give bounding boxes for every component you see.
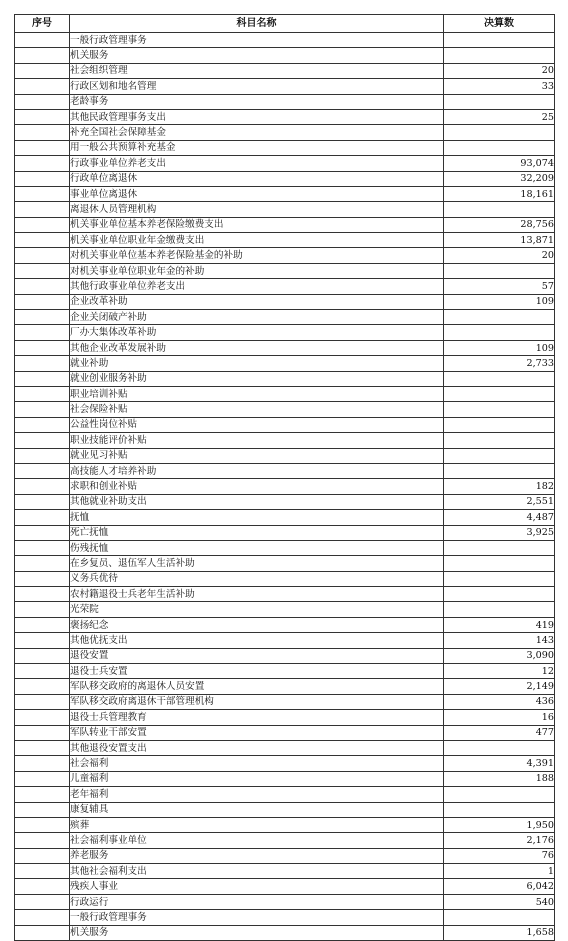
row-seq xyxy=(15,79,70,94)
row-subject-name: 抚恤 xyxy=(70,510,444,525)
table-row xyxy=(15,294,555,309)
row-seq xyxy=(15,633,70,648)
row-seq xyxy=(15,386,70,401)
row-seq xyxy=(15,602,70,617)
row-seq xyxy=(15,864,70,879)
row-subject-name: 军队移交政府的离退休人员安置 xyxy=(70,679,444,694)
row-seq xyxy=(15,217,70,232)
table-row xyxy=(15,664,555,679)
row-seq xyxy=(15,171,70,186)
row-subject-name: 厂办大集体改革补助 xyxy=(70,325,444,340)
row-seq xyxy=(15,664,70,679)
row-subject-name: 职业培训补贴 xyxy=(70,386,444,401)
row-seq xyxy=(15,833,70,848)
row-seq xyxy=(15,725,70,740)
row-amount xyxy=(444,602,555,617)
table-row xyxy=(15,679,555,694)
row-amount: 4,391 xyxy=(444,756,555,771)
table-row xyxy=(15,787,555,802)
row-subject-name: 社会组织管理 xyxy=(70,63,444,78)
row-amount xyxy=(444,202,555,217)
row-amount: 1 xyxy=(444,864,555,879)
row-subject-name: 就业创业服务补助 xyxy=(70,371,444,386)
row-amount: 1,950 xyxy=(444,817,555,832)
row-seq xyxy=(15,710,70,725)
row-amount xyxy=(444,448,555,463)
row-seq xyxy=(15,94,70,109)
row-amount xyxy=(444,463,555,478)
row-seq xyxy=(15,694,70,709)
row-subject-name: 机关事业单位基本养老保险缴费支出 xyxy=(70,217,444,232)
row-subject-name: 军队移交政府离退休干部管理机构 xyxy=(70,694,444,709)
row-subject-name: 伤残抚恤 xyxy=(70,540,444,555)
row-seq xyxy=(15,340,70,355)
table-row xyxy=(15,756,555,771)
row-amount xyxy=(444,556,555,571)
header-subject-name: 科目名称 xyxy=(70,15,444,33)
row-amount xyxy=(444,371,555,386)
table-row xyxy=(15,802,555,817)
row-amount: 4,487 xyxy=(444,510,555,525)
table-row xyxy=(15,217,555,232)
table-row xyxy=(15,386,555,401)
row-subject-name: 其他社会福利支出 xyxy=(70,864,444,879)
row-subject-name: 行政事业单位养老支出 xyxy=(70,156,444,171)
row-subject-name: 公益性岗位补贴 xyxy=(70,417,444,432)
row-subject-name: 一般行政管理事务 xyxy=(70,33,444,48)
table-row xyxy=(15,310,555,325)
table-row xyxy=(15,356,555,371)
row-amount: 13,871 xyxy=(444,233,555,248)
row-seq xyxy=(15,571,70,586)
table-row xyxy=(15,725,555,740)
row-subject-name: 一般行政管理事务 xyxy=(70,910,444,925)
row-amount: 109 xyxy=(444,340,555,355)
row-subject-name: 就业补助 xyxy=(70,356,444,371)
header-seq: 序号 xyxy=(15,15,70,33)
table-row xyxy=(15,463,555,478)
row-seq xyxy=(15,925,70,940)
row-seq xyxy=(15,771,70,786)
table-row xyxy=(15,479,555,494)
row-amount xyxy=(444,94,555,109)
row-amount xyxy=(444,587,555,602)
row-amount: 20 xyxy=(444,248,555,263)
row-subject-name: 就业见习补贴 xyxy=(70,448,444,463)
row-subject-name: 行政运行 xyxy=(70,894,444,909)
row-seq xyxy=(15,433,70,448)
row-subject-name: 高技能人才培养补助 xyxy=(70,463,444,478)
table-row xyxy=(15,617,555,632)
row-amount: 20 xyxy=(444,63,555,78)
row-subject-name: 退役安置 xyxy=(70,648,444,663)
row-subject-name: 机关服务 xyxy=(70,925,444,940)
row-subject-name: 其他行政事业单位养老支出 xyxy=(70,279,444,294)
row-seq xyxy=(15,248,70,263)
row-subject-name: 其他民政管理事务支出 xyxy=(70,109,444,124)
table-row xyxy=(15,125,555,140)
row-amount xyxy=(444,433,555,448)
row-amount: 18,161 xyxy=(444,186,555,201)
row-amount: 28,756 xyxy=(444,217,555,232)
table-row xyxy=(15,448,555,463)
row-amount: 2,551 xyxy=(444,494,555,509)
table-row xyxy=(15,279,555,294)
row-seq xyxy=(15,310,70,325)
row-subject-name: 行政区划和地名管理 xyxy=(70,79,444,94)
table-row xyxy=(15,48,555,63)
row-amount xyxy=(444,33,555,48)
row-amount: 1,658 xyxy=(444,925,555,940)
table-row xyxy=(15,263,555,278)
table-row xyxy=(15,79,555,94)
row-amount: 2,149 xyxy=(444,679,555,694)
row-amount xyxy=(444,540,555,555)
row-seq xyxy=(15,109,70,124)
table-row xyxy=(15,648,555,663)
row-seq xyxy=(15,510,70,525)
row-subject-name: 其他优抚支出 xyxy=(70,633,444,648)
row-seq xyxy=(15,417,70,432)
row-amount xyxy=(444,140,555,155)
row-seq xyxy=(15,802,70,817)
row-amount: 436 xyxy=(444,694,555,709)
row-subject-name: 补充全国社会保障基金 xyxy=(70,125,444,140)
row-amount: 188 xyxy=(444,771,555,786)
row-seq xyxy=(15,679,70,694)
table-row xyxy=(15,433,555,448)
row-subject-name: 康复辅具 xyxy=(70,802,444,817)
budget-table xyxy=(14,14,555,941)
table-row xyxy=(15,740,555,755)
row-seq xyxy=(15,202,70,217)
row-subject-name: 军队转业干部安置 xyxy=(70,725,444,740)
row-subject-name: 退役士兵管理教育 xyxy=(70,710,444,725)
table-row xyxy=(15,771,555,786)
table-row xyxy=(15,540,555,555)
row-amount: 76 xyxy=(444,848,555,863)
table-row xyxy=(15,602,555,617)
row-seq xyxy=(15,740,70,755)
table-row xyxy=(15,894,555,909)
table-row xyxy=(15,494,555,509)
table-row xyxy=(15,571,555,586)
row-seq xyxy=(15,848,70,863)
row-subject-name: 求职和创业补贴 xyxy=(70,479,444,494)
row-amount: 477 xyxy=(444,725,555,740)
row-subject-name: 机关事业单位职业年金缴费支出 xyxy=(70,233,444,248)
row-subject-name: 养老服务 xyxy=(70,848,444,863)
row-seq xyxy=(15,617,70,632)
table-row xyxy=(15,325,555,340)
table-row xyxy=(15,248,555,263)
table-row xyxy=(15,140,555,155)
row-seq xyxy=(15,33,70,48)
table-row xyxy=(15,864,555,879)
row-seq xyxy=(15,294,70,309)
row-seq xyxy=(15,894,70,909)
row-amount xyxy=(444,48,555,63)
table-body xyxy=(15,33,555,941)
row-subject-name: 褒扬纪念 xyxy=(70,617,444,632)
row-amount: 16 xyxy=(444,710,555,725)
row-subject-name: 其他就业补助支出 xyxy=(70,494,444,509)
row-amount: 25 xyxy=(444,109,555,124)
row-subject-name: 农村籍退役士兵老年生活补助 xyxy=(70,587,444,602)
row-seq xyxy=(15,879,70,894)
table-row xyxy=(15,848,555,863)
table-row xyxy=(15,33,555,48)
row-amount xyxy=(444,802,555,817)
table-row xyxy=(15,556,555,571)
row-amount: 182 xyxy=(444,479,555,494)
row-seq xyxy=(15,479,70,494)
row-subject-name: 老龄事务 xyxy=(70,94,444,109)
row-amount xyxy=(444,787,555,802)
row-amount: 6,042 xyxy=(444,879,555,894)
table-header-row xyxy=(15,15,555,33)
row-seq xyxy=(15,186,70,201)
row-amount: 32,209 xyxy=(444,171,555,186)
table-row xyxy=(15,171,555,186)
row-amount: 12 xyxy=(444,664,555,679)
table-row xyxy=(15,510,555,525)
row-seq xyxy=(15,587,70,602)
table-row xyxy=(15,633,555,648)
table-row xyxy=(15,910,555,925)
table-row xyxy=(15,879,555,894)
row-seq xyxy=(15,125,70,140)
row-amount xyxy=(444,417,555,432)
row-seq xyxy=(15,756,70,771)
table-row xyxy=(15,525,555,540)
row-amount xyxy=(444,571,555,586)
table-row xyxy=(15,371,555,386)
row-subject-name: 殡葬 xyxy=(70,817,444,832)
row-seq xyxy=(15,817,70,832)
table-row xyxy=(15,156,555,171)
row-subject-name: 企业改革补助 xyxy=(70,294,444,309)
row-amount: 3,925 xyxy=(444,525,555,540)
row-subject-name: 退役士兵安置 xyxy=(70,664,444,679)
row-subject-name: 离退休人员管理机构 xyxy=(70,202,444,217)
row-amount: 2,176 xyxy=(444,833,555,848)
row-subject-name: 社会保险补贴 xyxy=(70,402,444,417)
table-row xyxy=(15,340,555,355)
row-amount: 109 xyxy=(444,294,555,309)
row-amount: 57 xyxy=(444,279,555,294)
table-row xyxy=(15,186,555,201)
row-seq xyxy=(15,279,70,294)
row-subject-name: 社会福利事业单位 xyxy=(70,833,444,848)
table-row xyxy=(15,817,555,832)
row-subject-name: 机关服务 xyxy=(70,48,444,63)
row-seq xyxy=(15,263,70,278)
row-subject-name: 义务兵优待 xyxy=(70,571,444,586)
row-seq xyxy=(15,63,70,78)
row-amount xyxy=(444,263,555,278)
table-row xyxy=(15,833,555,848)
row-seq xyxy=(15,325,70,340)
row-subject-name: 死亡抚恤 xyxy=(70,525,444,540)
row-subject-name: 其他退役安置支出 xyxy=(70,740,444,755)
row-amount: 33 xyxy=(444,79,555,94)
row-subject-name: 职业技能评价补贴 xyxy=(70,433,444,448)
row-seq xyxy=(15,540,70,555)
row-amount: 3,090 xyxy=(444,648,555,663)
table-row xyxy=(15,417,555,432)
row-seq xyxy=(15,910,70,925)
row-subject-name: 行政单位离退休 xyxy=(70,171,444,186)
row-seq xyxy=(15,556,70,571)
table-row xyxy=(15,233,555,248)
row-seq xyxy=(15,356,70,371)
row-amount: 540 xyxy=(444,894,555,909)
row-seq xyxy=(15,525,70,540)
row-seq xyxy=(15,494,70,509)
row-amount xyxy=(444,310,555,325)
row-amount xyxy=(444,325,555,340)
row-seq xyxy=(15,140,70,155)
table-row xyxy=(15,63,555,78)
row-subject-name: 企业关闭破产补助 xyxy=(70,310,444,325)
row-seq xyxy=(15,787,70,802)
row-amount xyxy=(444,740,555,755)
row-amount xyxy=(444,386,555,401)
row-subject-name: 在乡复员、退伍军人生活补助 xyxy=(70,556,444,571)
row-subject-name: 社会福利 xyxy=(70,756,444,771)
table-row xyxy=(15,694,555,709)
row-amount: 143 xyxy=(444,633,555,648)
row-seq xyxy=(15,463,70,478)
row-seq xyxy=(15,402,70,417)
row-seq xyxy=(15,371,70,386)
table-row xyxy=(15,587,555,602)
table-row xyxy=(15,109,555,124)
row-subject-name: 用一般公共预算补充基金 xyxy=(70,140,444,155)
row-subject-name: 儿童福利 xyxy=(70,771,444,786)
row-amount: 419 xyxy=(444,617,555,632)
table-row xyxy=(15,202,555,217)
table-row xyxy=(15,402,555,417)
row-amount: 2,733 xyxy=(444,356,555,371)
row-seq xyxy=(15,448,70,463)
row-subject-name: 光荣院 xyxy=(70,602,444,617)
row-subject-name: 老年福利 xyxy=(70,787,444,802)
row-seq xyxy=(15,233,70,248)
row-seq xyxy=(15,48,70,63)
table-row xyxy=(15,94,555,109)
row-subject-name: 残疾人事业 xyxy=(70,879,444,894)
row-seq xyxy=(15,648,70,663)
table-row xyxy=(15,925,555,940)
row-amount xyxy=(444,125,555,140)
row-seq xyxy=(15,156,70,171)
row-subject-name: 对机关事业单位基本养老保险基金的补助 xyxy=(70,248,444,263)
row-subject-name: 其他企业改革发展补助 xyxy=(70,340,444,355)
row-amount: 93,074 xyxy=(444,156,555,171)
row-amount xyxy=(444,402,555,417)
row-subject-name: 事业单位离退休 xyxy=(70,186,444,201)
table-row xyxy=(15,710,555,725)
row-amount xyxy=(444,910,555,925)
header-amount: 决算数 xyxy=(444,15,555,33)
row-subject-name: 对机关事业单位职业年金的补助 xyxy=(70,263,444,278)
